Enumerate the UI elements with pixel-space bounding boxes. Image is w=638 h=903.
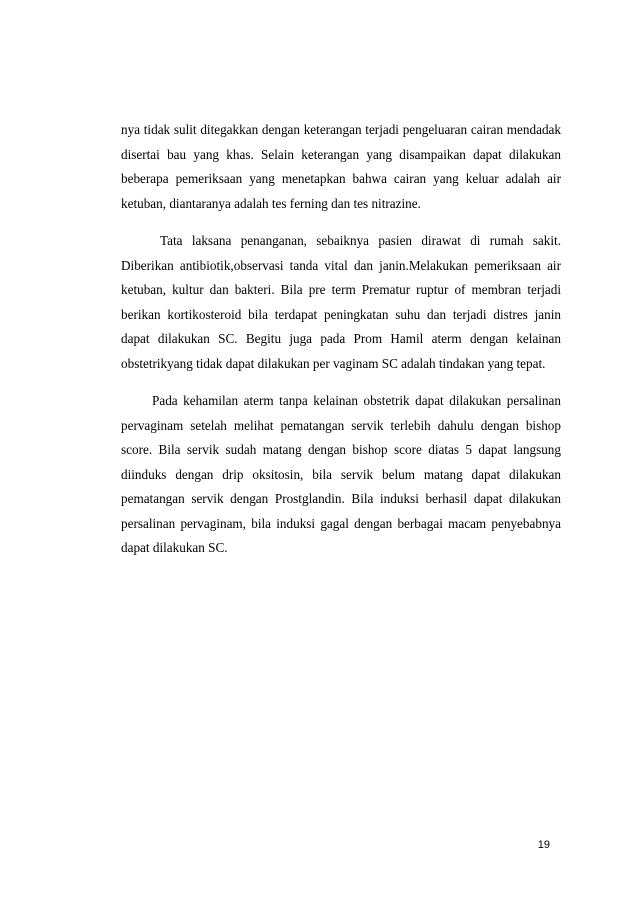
text-line: score. Bila servik sudah matang dengan bishop score diatas 5 dapat langsung <box>121 442 561 457</box>
text-line: Pada kehamilan aterm tanpa kelainan obstetrik dapat dilakukan persalinan <box>152 393 561 408</box>
text-line: berikan kortikosteroid bila terdapat peningkatan suhu dan terjadi distres janin <box>121 307 561 322</box>
text-line: diinduks dengan drip oksitosin, bila servik belum matang dapat dilakukan <box>121 467 561 482</box>
text-line: dapat dilakukan SC. <box>121 540 228 555</box>
text-line: disertai bau yang khas. Selain keterangan yang disampaikan dapat dilakukan <box>121 147 561 162</box>
text-line: nya tidak sulit ditegakkan dengan keterangan terjadi pengeluaran cairan mendadak <box>121 122 561 137</box>
text-line: pervaginam setelah melihat pematangan servik terlebih dahulu dengan bishop <box>121 418 561 433</box>
text-line: dapat dilakukan SC. Begitu juga pada Prom Hamil aterm dengan kelainan <box>121 331 561 346</box>
page-number: 19 <box>537 839 550 851</box>
text-line: ketuban, diantaranya adalah tes ferning dan tes nitrazine. <box>121 196 421 211</box>
text-line: ketuban, kultur dan bakteri. Bila pre term Prematur ruptur of membran terjadi <box>121 282 561 297</box>
text-line: Diberikan antibiotik,observasi tanda vital dan janin.Melakukan pemeriksaan air <box>121 258 561 273</box>
text-line: Tata laksana penanganan, sebaiknya pasien dirawat di rumah sakit. <box>160 233 561 248</box>
text-line: obstetrikyang tidak dapat dilakukan per vaginam SC adalah tindakan yang tepat. <box>121 356 546 371</box>
text-line: beberapa pemeriksaan yang menetapkan bahwa cairan yang keluar adalah air <box>121 171 561 186</box>
text-line: persalinan pervaginam, bila induksi gagal dengan berbagai macam penyebabnya <box>121 516 561 531</box>
text-line: pematangan servik dengan Prostglandin. Bila induksi berhasil dapat dilakukan <box>121 491 561 506</box>
